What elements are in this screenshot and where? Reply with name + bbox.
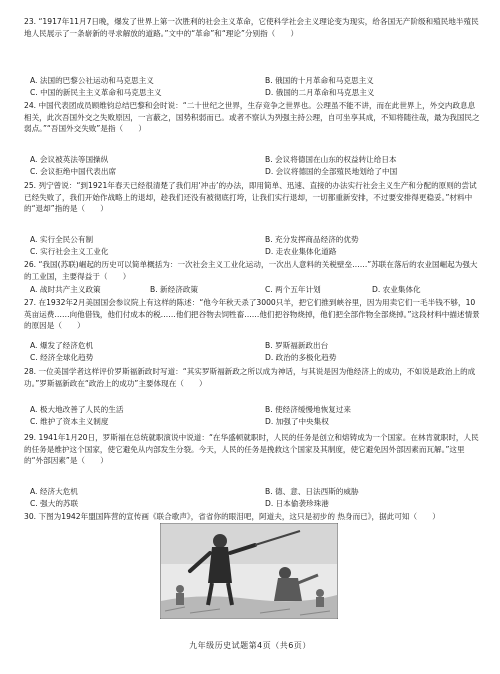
question-25-option-a: A. 实行全民公有制 xyxy=(30,235,94,244)
question-25-option-b: B. 充分发挥商品经济的优势 xyxy=(265,235,359,244)
question-26-option-d: D. 农业集体化 xyxy=(372,285,421,294)
question-27-stem: 27. 在1932年2月美国国会参议院上有这样的陈述：“他今年秋天杀了3000只羊，把它们推到峡谷里，因为用卖它们一毛半钱不够，10英亩运费……向他借钱，他们付成本的税……他们把谷物去饲牲畜……他们把谷物烧掉，他们把全部作物全部烧掉。”这段材料中描述情景的原因是（ ） xyxy=(24,298,480,331)
question-26-option-c: C. 两个五年计划 xyxy=(265,285,321,294)
question-26-option-a: A. 战时共产主义政策 xyxy=(30,285,101,294)
question-23-option-a: A. 法国的巴黎公社运动和马克思主义 xyxy=(30,76,154,85)
question-27-option-b: B. 罗斯福新政出台 xyxy=(265,341,329,350)
question-29-option-c: C. 强大的苏联 xyxy=(30,499,79,508)
question-24-option-d: D. 会议将德国的全部殖民地划给了中国 xyxy=(265,167,398,176)
question-24-option-c: C. 会议拒绝中国代表出席 xyxy=(30,167,117,176)
question-25-option-c: C. 实行社会主义工业化 xyxy=(30,247,109,256)
question-24-stem: 24. 中国代表团成员顾维钧总结巴黎和会时说：“二十世纪之世界，生存竞争之世界也。公理虽不能不讲，而在此世界上，外交内政息息相关，此次吾国外交之失败原因，一言蔽之，国势积弱而已。或者不察认为列强主持公理，自可坐享其成，不知将随往哉，最为我国民之弱点。”“吾国外交失败”是指（ ） xyxy=(24,101,480,134)
question-28-stem: 28. 一位美国学者这样评价罗斯福新政时写道：“其实罗斯福新政之所以成为神话，与其说是因为他经济上的成功，不如说是政治上的成功。”罗斯福新政在“政治上的成功”主要体现在（ ） xyxy=(24,367,476,388)
question-27-option-a: A. 爆发了经济危机 xyxy=(30,341,94,350)
question-23-option-b: B. 俄国的十月革命和马克思主义 xyxy=(265,76,374,85)
question-28-option-b: B. 使经济缓慢地恢复过来 xyxy=(265,405,351,414)
question-29-option-a: A. 经济大危机 xyxy=(30,487,78,496)
question-29-option-d: D. 日本偷袭珍珠港 xyxy=(265,499,329,508)
question-29-stem: 29. 1941年1月20日，罗斯福在总统就职演说中说道：“在华盛顿就职时，人民的任务是创立和熔铸成为一个国家。在林肯就职时，人民的任务是维护这个国家，使它避免从内部发生分裂。今天，人民的任务是挽救这个国家及其制度，使它避免因外部因素而瓦解。”这里的“外部因素”是（ ） xyxy=(24,433,479,466)
question-29-option-b: B. 德、意、日法西斯的威胁 xyxy=(265,487,359,496)
question-23-option-d: D. 俄国的二月革命和马克思主义 xyxy=(265,88,375,97)
propaganda-cartoon-image xyxy=(160,523,338,619)
question-28-option-c: C. 维护了资本主义制度 xyxy=(30,417,109,426)
question-28-option-a: A. 极大地改善了人民的生活 xyxy=(30,405,124,414)
question-23-stem: 23. “1917年11月7日晚，爆发了世界上第一次胜利的社会主义革命，它使科学社会主义理论变为现实，给各国无产阶级和殖民地半殖民地人民展示了一条崭新的寻求解放的道路。”文中的“革命”和“理论”分别指（ ） xyxy=(24,17,479,38)
page-footer: 九年级历史试题第4页（共6页） xyxy=(189,641,311,650)
question-23-option-c: C. 中国的新民主主义革命和马克思主义 xyxy=(30,88,162,97)
question-27-option-d: D. 政治的多极化趋势 xyxy=(265,353,337,362)
question-24-option-b: B. 会议将德国在山东的权益转让给日本 xyxy=(265,155,397,164)
question-24-option-a: A. 会议被英法等国操纵 xyxy=(30,155,109,164)
question-26-option-b: B. 新经济政策 xyxy=(150,285,199,294)
question-26-stem: 26. “我国(苏联)崛起的历史可以简单概括为：一次社会主义工业化运动，一次出人意料的关税壁垒……”苏联在落后的农业国崛起为强大的工业国，主要得益于（ ） xyxy=(24,260,478,281)
question-27-option-c: C. 经济全球化趋势 xyxy=(30,353,94,362)
question-30-stem: 30. 下图为1942年盟国阵营的宣传画《联合歌声》，省省你的眼泪吧，阿道夫，这只是初步的 热身而已》，据此可知（ ） xyxy=(24,512,440,521)
question-25-option-d: D. 走农业集体化道路 xyxy=(265,247,337,256)
question-28-option-d: D. 加强了中央集权 xyxy=(265,417,329,426)
question-25-stem: 25. 列宁曾说：“到1921年春天已经很清楚了我们用‘冲击’的办法，即用简单、迅速、直接的办法实行社会主义生产和分配的原则的尝试已经失败了，我们开始作战略上的退却，趁我们还没有被彻底打垮，让我们实行退却，一切都重新安排，不过要安排得更稳妥。”材料中的“退却”指的是（ ） xyxy=(24,181,477,214)
